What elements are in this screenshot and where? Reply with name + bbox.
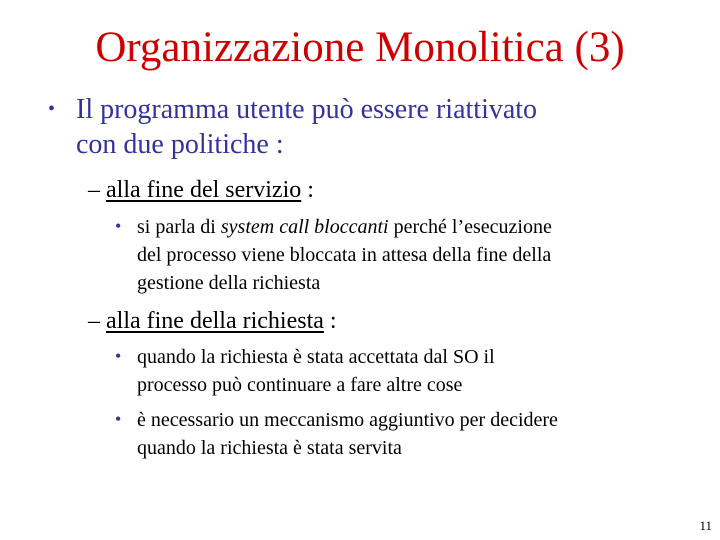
detail-text: si parla di xyxy=(137,216,221,238)
policy-1-detail-line-3: gestione della richiesta xyxy=(137,272,321,294)
policy-2-detail-1-line-1: quando la richiesta è stata accettata dal SO il xyxy=(137,346,495,368)
dash-icon: – xyxy=(88,308,100,334)
policy-1-suffix: : xyxy=(301,177,314,203)
policy-2-detail-1 xyxy=(115,343,675,399)
bullet-icon: • xyxy=(115,216,122,236)
policy-2-detail-1-line-2: processo può continuare a fare altre cose xyxy=(137,374,463,396)
main-bullet-line-1: Il programma utente può essere riattivato xyxy=(76,94,538,125)
detail-text: perché l’esecuzione xyxy=(388,216,552,238)
bullet-icon: • xyxy=(115,346,122,366)
page-number: 11 xyxy=(699,518,712,533)
main-bullet-line-2: con due politiche : xyxy=(76,129,284,160)
policy-1-detail xyxy=(115,213,675,297)
policy-2-heading xyxy=(88,306,337,336)
main-bullet xyxy=(48,92,668,162)
policy-1-detail-line-2: del processo viene bloccata in attesa della fine della xyxy=(137,244,552,266)
policy-2-detail-2-line-1: è necessario un meccanismo aggiuntivo per decidere xyxy=(137,409,558,431)
bullet-icon: • xyxy=(115,409,122,429)
policy-2-suffix: : xyxy=(323,308,337,334)
policy-1-heading xyxy=(88,175,314,205)
bullet-icon: • xyxy=(48,98,56,120)
slide-title: Organizzazione Monolitica (3) xyxy=(95,24,625,71)
detail-italic-term: system call bloccanti xyxy=(220,216,389,238)
policy-2-detail-2-line-2: quando la richiesta è stata servita xyxy=(137,437,402,459)
policy-1-label: alla fine del servizio xyxy=(106,177,302,203)
dash-icon: – xyxy=(88,177,100,203)
policy-1-detail-line-1 xyxy=(137,213,675,241)
policy-2-detail-2 xyxy=(115,406,675,462)
policy-2-label: alla fine della richiesta xyxy=(106,308,324,334)
